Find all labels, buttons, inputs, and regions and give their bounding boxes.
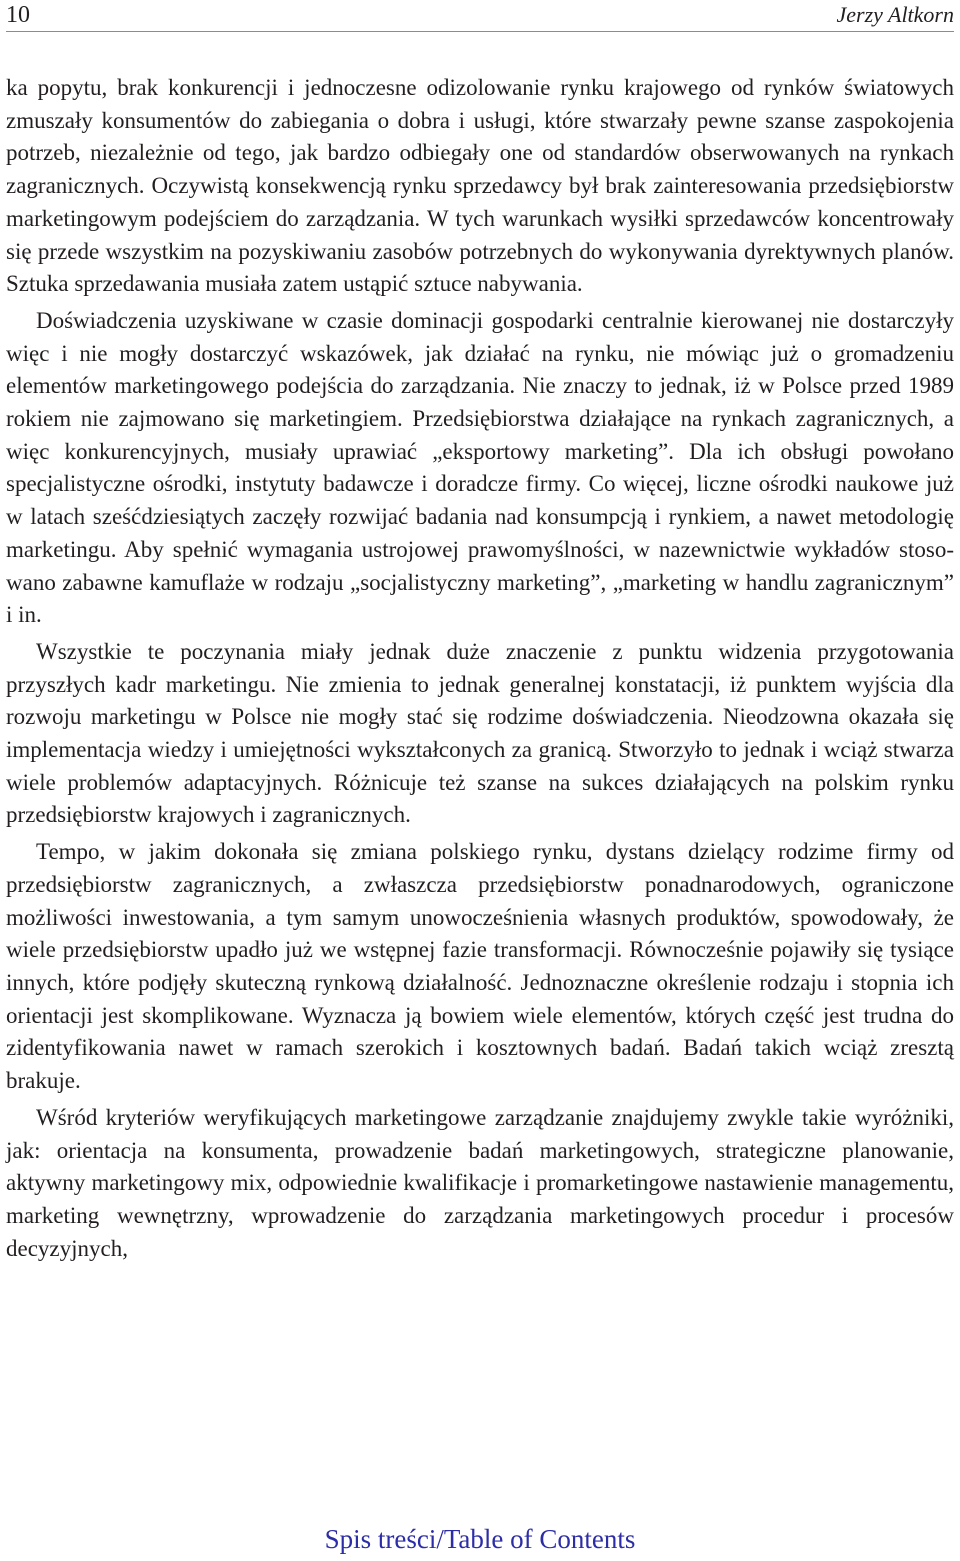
page-number: 10: [6, 2, 30, 28]
paragraph: Tempo, w jakim dokonała się zmiana polskiego rynku, dystans dzielący rodzime firmy od przedsiębiorstw zagranicznych, a zwłaszcza przedsiębiorstw ponadnarodowych, ograniczone możliwości inwestowania, a tym samym unowocześnienia własnych produktów, spowodowały, że wiele przedsiębiorstw upadło już we wstępnej fazie transformacji. Równocześnie pojawiły się tysiące innych, które podjęły skuteczną rynkową działalność. Jednoznaczne określenie rodzaju i stopnia ich orientacji jest skomplikowane. Wyznacza ją bowiem wiele elementów, których część jest trudna do zidentyfikowania nawet w ramach szerokich i kosztownych badań. Badań takich wciąż zresztą brakuje.: [6, 839, 954, 1094]
paragraph: ka popytu, brak konkurencji i jednoczesne odizolowanie rynku krajowego od rynków światowych zmuszały konsumentów do zabiegania o dobra i usługi, które stwarzały pewne szanse zaspokojenia potrzeb, niezależnie od tego, jak bardzo odbiegały one od standardów obserwowanych na rynkach zagranicznych. Oczywistą konsekwencją rynku sprzedawcy był brak zainteresowania przedsiębiorstw marketingowym podejściem do zarządzania. W tych warunkach wysiłki sprzedawców koncentrowały się przede wszystkim na pozyskiwaniu zasobów potrzebnych do wykonywania dyrektywnych planów. Sztuka sprzedawania musiała zatem ustąpić sztuce nabywania.: [6, 75, 954, 297]
body-text: [6, 72, 954, 1269]
paragraph: Doświadczenia uzyskiwane w czasie dominacji gospodarki centralnie kierowanej nie dostarczyły więc i nie mogły dostarczyć wskazówek, jak działać na rynku, nie mówiąc już o gromadzeniu elementów marketingowego podejścia do zarządzania. Nie znaczy to jednak, iż w Polsce przed 1989 rokiem nie zajmowano się marketingiem. Przedsiębiorstwa działające na rynkach zagranicznych, a więc konkurencyjnych, musiały uprawiać „eksportowy marketing”. Dla ich obsługi powołano specjalistyczne ośrodki, instytuty badawcze i doradcze firmy. Co więcej, liczne ośrodki naukowe już w latach sześćdziesiątych zaczęły rozwijać badania nad konsumpcją i rynkiem, a nawet metodologię marketingu. Aby spełnić wymagania ustrojowej prawomyślności, w nazewnictwie wykładów stosowano zabawne kamuflaże w rodzaju „socjalistyczny marketing”, „marketing w handlu zagranicznym” i in.: [6, 307, 954, 628]
paragraph: Wśród kryteriów weryfikujących marketingowe zarządzanie znajdujemy zwykle takie wyróżniki, jak: orientacja na konsumenta, prowadzenie badań marketingowych, strategiczne planowanie, aktywny marketingowy mix, odpowiednie kwalifikacje i promarketingowe nastawienie managementu, marketing wewnętrzny, wprowadzenie do zarządzania marketingowych procedur i procesów decyzyjnych,: [6, 1104, 954, 1261]
page-header: [6, 0, 954, 32]
running-head-author: Jerzy Altkorn: [836, 2, 954, 27]
paragraph: Wszystkie te poczynania miały jednak duże znaczenie z punktu widzenia przygotowania przyszłych kadr marketingu. Nie zmienia to jednak generalnej konstatacji, iż punktem wyjścia dla rozwoju marketingu w Polsce nie mogły stać się rodzime doświadczenia. Nieodzowna okazała się implementacja wiedzy i umiejętności wykształconych za granicą. Stworzyło to jednak i wciąż stwarza wiele problemów adaptacyjnych. Różnicuje też szanse na sukces działających na polskim rynku przedsiębiorstw krajowych i zagranicznych.: [6, 638, 954, 828]
table-of-contents-link[interactable]: Spis treści/Table of Contents: [324, 1524, 636, 1554]
